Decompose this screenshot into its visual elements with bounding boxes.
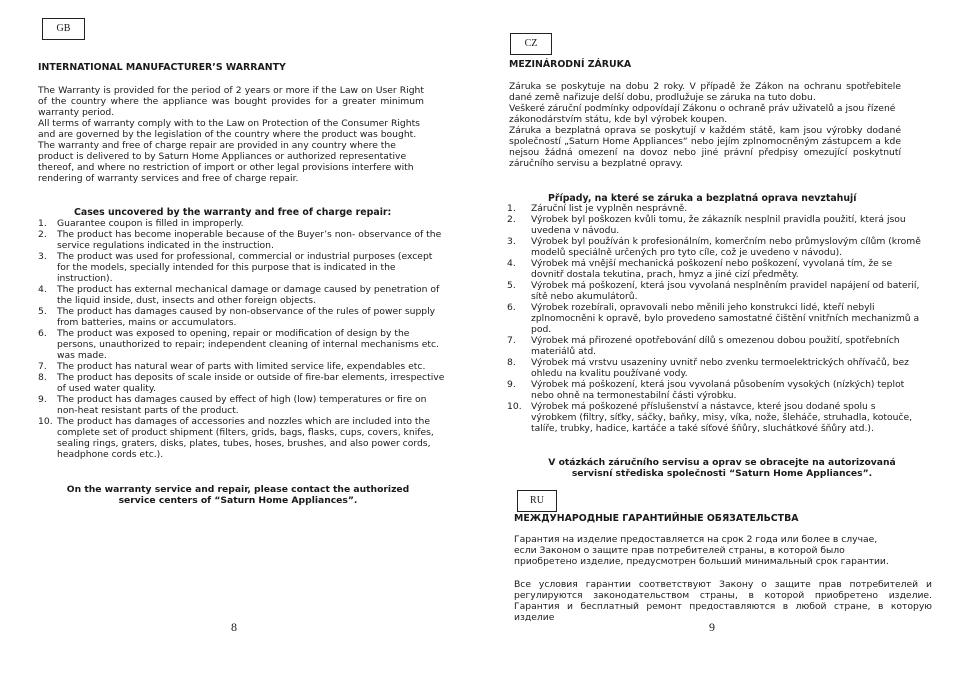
list-item <box>507 302 923 335</box>
list-item-text: Výrobek má přirozené opotřebování dílů s omezenou dobou použití, spotřebních materiálů atd. <box>531 335 900 357</box>
list-item-text: The product has external mechanical damage or damage caused by penetration of the liquid inside, dust, insects and other foreign objects. <box>57 284 440 306</box>
list-item <box>507 335 923 357</box>
list-item-number: 9. <box>38 394 47 405</box>
list-item <box>38 416 446 460</box>
list-item <box>38 306 446 328</box>
list-item-number: 3. <box>38 251 47 262</box>
warranty-paragraph-ru: Гарантия на изделие предоставляется на срок 2 года или более в случае, если Законом о защите прав потребителей страны, в которой было приобретено изделие, предусмотрен больший минимальный срок гарантии. <box>514 534 889 567</box>
list-item-text: Výrobek byl poškozen kvůli tomu, že zákazník nesplnil pravidla použití, která jsou uvedena v návodu. <box>531 214 906 236</box>
list-item-text: Výrobek má poškození, která jsou vyvolaná působením vysokých (nízkých) teplot nebo ohně na termonestabilní části výrobku. <box>531 379 905 401</box>
page-number: 9 <box>709 620 715 634</box>
list-item-number: 8. <box>38 372 47 383</box>
list-item <box>38 328 446 361</box>
list-item <box>38 284 446 306</box>
list-item-number: 5. <box>38 306 47 317</box>
list-item-number: 4. <box>507 258 516 269</box>
list-item-text: Výrobek má poškození, která jsou vyvolaná nesplněním pravidel napájení od baterií, sítě nebo akumulátorů. <box>531 280 920 302</box>
list-item-text: The product has natural wear of parts with limited service life, expendables etc. <box>57 361 426 372</box>
language-label-cz: CZ <box>510 33 552 55</box>
list-item-number: 6. <box>507 302 516 313</box>
list-item-number: 5. <box>507 280 516 291</box>
list-item-text: Výrobek má poškozené příslušenství a nástavce, které jsou dodané spolu s výrobkem (filtry, síťky, sáčky, baňky, misy, víka, nože, šleháče, struhadla, kotouče, talíře, trubky, hadice, kartáče a také síťové šňůry, sluchátkové šňůry atd.). <box>531 401 913 434</box>
exclusions-list-en <box>38 218 446 460</box>
list-item-number: 7. <box>38 361 47 372</box>
list-item <box>507 357 923 379</box>
list-item-number: 9. <box>507 379 516 390</box>
service-contact-en: On the warranty service and repair, please contact the authorized service centers of “Saturn Home Appliances”. <box>66 484 410 506</box>
list-item-number: 10. <box>38 416 53 427</box>
list-item <box>38 394 446 416</box>
list-item <box>38 251 446 284</box>
list-item <box>38 218 446 229</box>
list-item <box>38 372 446 394</box>
warranty-title-en: INTERNATIONAL MANUFACTURER’S WARRANTY <box>38 62 286 73</box>
list-item-text: The product has damages caused by effect of high (low) temperatures or fire on non-heat resistant parts of the product. <box>57 394 427 416</box>
exclusions-heading-en: Cases uncovered by the warranty and free of charge repair: <box>74 207 392 218</box>
list-item-text: Výrobek má vnější mechanická poškození nebo poškození, vyvolaná tím, že se dovnitř dostala tekutina, prach, hmyz a jiné cizí předměty. <box>531 258 893 280</box>
warranty-paragraph: The Warranty is provided for the period of 2 years or more if the Law on User Right of the country where the appliance was bought provides for a greater minimum warranty period. <box>38 85 424 118</box>
list-item-number: 2. <box>507 214 516 225</box>
warranty-paragraph: Záruka se poskytuje na dobu 2 roky. V případě že Zákon na ochranu spotřebitele dané země nařizuje delší dobu, prodlužuje se záruka na tuto dobu. <box>509 81 901 103</box>
list-item-text: Guarantee coupon is filled in improperly. <box>57 218 244 229</box>
list-item-number: 1. <box>507 203 516 214</box>
list-item <box>507 214 923 236</box>
warranty-intro-en <box>38 85 424 184</box>
warranty-title-ru: МЕЖДУНАРОДНЫЕ ГАРАНТИЙНЫЕ ОБЯЗАТЕЛЬСТВА <box>514 513 799 524</box>
list-item <box>507 401 923 434</box>
warranty-paragraph: Záruka a bezplatná oprava se poskytují v každém státě, kam jsou výrobky dodané společností „Saturn Home Appliances“ nebo jejím zplnomocněným zástupcem a kde nejsou žádná omezení na dovoz nebo jiné právní předpisy omezující poskytnutí záručního servisu a bezplatné opravy. <box>509 125 901 169</box>
list-item-text: The product was used for professional, commercial or industrial purposes (except for the models, specially intended for this purpose that is indicated in the instruction). <box>57 251 433 284</box>
warranty-intro-cz <box>509 81 901 169</box>
warranty-paragraph: The warranty and free of charge repair are provided in any country where the product is delivered to by Saturn Home Appliances or authorized representative thereof, and where no restriction of import or other legal provisions interfere with rendering of warranty services and free of charge repair. <box>38 140 414 184</box>
warranty-paragraph-ru: Все условия гарантии соответствуют Закону о защите прав потребителей и регулируются законодательством страны, в которой приобретено изделие. Гарантия и бесплатный ремонт предоставляются в любой стране, в которую изделие <box>514 579 932 623</box>
page-number: 8 <box>231 620 237 634</box>
list-item-text: The product has damages of accessories and nozzles which are included into the complete set of product shipment (filters, grids, bags, flasks, cups, covers, knifes, sealing rings, graters, disks, plates, tubes, hoses, brushes, and also power cords, headphone cords etc.). <box>57 416 434 460</box>
list-item <box>38 229 446 251</box>
exclusions-heading-cz: Případy, na které se záruka a bezplatná oprava nevztahují <box>548 193 857 204</box>
list-item-text: Záruční list je vyplněn nesprávně. <box>531 203 688 214</box>
list-item-text: Výrobek rozebírali, opravovali nebo měnili jeho konstrukci lidé, kteří nebyli zplnomocněni k opravě, bylo provedeno samostatné čištění vnitřních mechanizmů a pod. <box>531 302 920 335</box>
warranty-paragraph: All terms of warranty comply with to the Law on Protection of the Consumer Rights and are governed by the legislation of the country where the product was bought. <box>38 118 420 140</box>
list-item <box>507 280 923 302</box>
list-item-text: The product has deposits of scale inside or outside of fire-bar elements, irrespective of used water quality. <box>57 372 445 394</box>
list-item-number: 1. <box>38 218 47 229</box>
list-item-text: The product was exposed to opening, repair or modification of design by the persons, unauthorized to repair; independent cleaning of internal mechanisms etc. was made. <box>57 328 439 361</box>
exclusions-list-cz <box>507 203 923 434</box>
list-item <box>38 361 446 372</box>
list-item <box>507 236 923 258</box>
list-item-number: 2. <box>38 229 47 240</box>
language-label-gb: GB <box>42 18 85 40</box>
list-item-number: 8. <box>507 357 516 368</box>
service-contact-cz: V otázkách záručního servisu a oprav se obracejte na autorizovaná servisní střediska společnosti “Saturn Home Appliances”. <box>548 457 896 479</box>
list-item <box>507 203 923 214</box>
list-item-number: 3. <box>507 236 516 247</box>
warranty-title-cz: MEZINÁRODNÍ ZÁRUKA <box>509 59 632 70</box>
list-item-text: Výrobek má vrstvu usazeniny uvnitř nebo zvenku termoelektrických ohřívačů, bez ohledu na kvalitu používané vody. <box>531 357 909 379</box>
list-item-number: 6. <box>38 328 47 339</box>
language-label-ru: RU <box>517 490 557 512</box>
list-item-number: 10. <box>507 401 522 412</box>
list-item-number: 4. <box>38 284 47 295</box>
warranty-paragraph: Veškeré záruční podmínky odpovídají Zákonu o ochraně práv uživatelů a jsou řízené zákonodárstvím státu, kde byl výrobek koupen. <box>509 103 896 125</box>
list-item-number: 7. <box>507 335 516 346</box>
right-page <box>477 0 954 675</box>
list-item <box>507 379 923 401</box>
list-item-text: Výrobek byl používán k profesionálním, komerčním nebo průmyslovým cílům (kromě modelů speciálně určených pro tyto cíle, což je uvedeno v návodu). <box>531 236 921 258</box>
list-item-text: The product has damages caused by non-observance of the rules of power supply from batteries, mains or accumulators. <box>57 306 436 328</box>
list-item <box>507 258 923 280</box>
list-item-text: The product has become inoperable because of the Buyer’s non- observance of the service regulations indicated in the instruction. <box>57 229 442 251</box>
